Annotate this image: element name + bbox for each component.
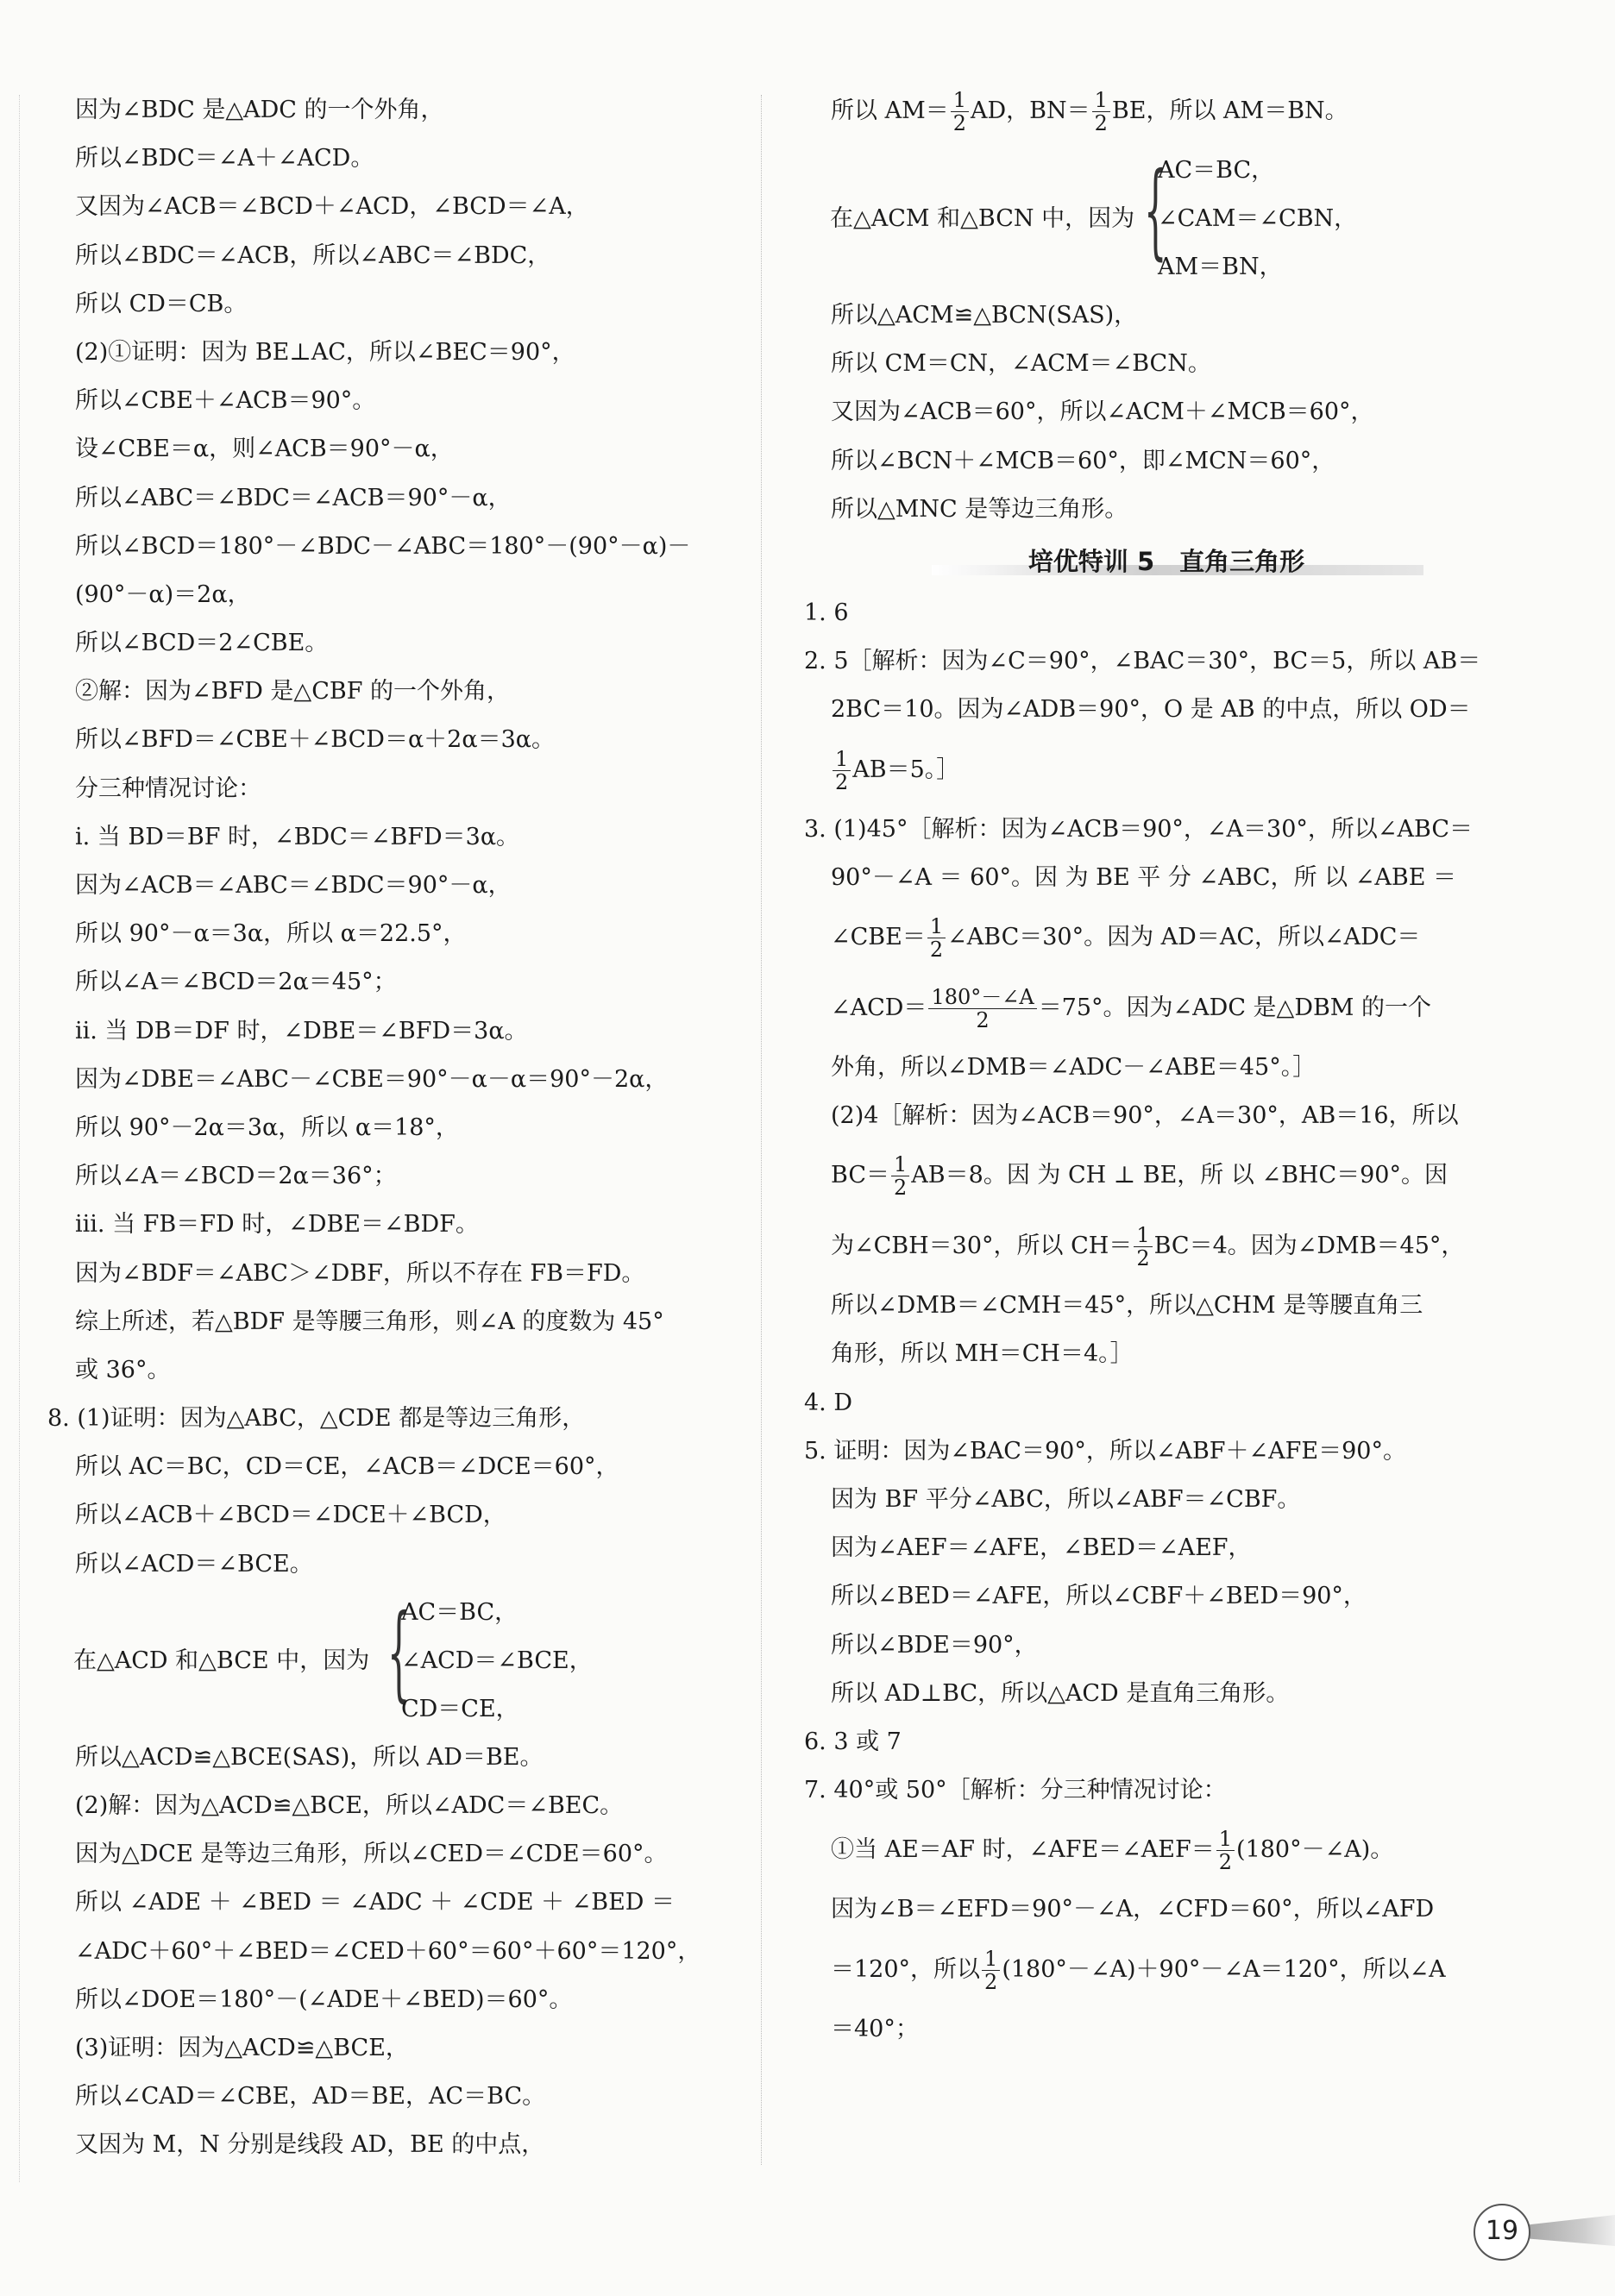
brace-intro: 在△ACM 和△BCN 中，因为 (830, 205, 1135, 232)
text-line (830, 1211, 1503, 1282)
text-line: 所以△MNC 是等边三角形。 (831, 495, 1128, 523)
text-span: AB＝8。因 为 CH ⊥ BE，所 以 ∠BHC＝90°。因 (911, 1162, 1448, 1189)
text-line (830, 735, 1503, 806)
numerator: 1 (927, 915, 946, 938)
text-span: 为∠CBH＝30°，所以 CH＝ (831, 1233, 1133, 1260)
text-line: 所以∠BDC＝∠A＋∠ACD。 (75, 145, 374, 173)
text-line: 所以△ACD≌△BCE(SAS)，所以 AD＝BE。 (75, 1743, 544, 1771)
text-line: (2)①证明：因为 BE⊥AC，所以∠BEC＝90°， (75, 338, 575, 366)
text-span: ＝120°，所以 (831, 1955, 981, 1983)
text-line: (3)证明：因为△ACD≌△BCE， (75, 2034, 409, 2061)
text-line: 所以∠DMB＝∠CMH＝45°，所以△CHM 是等腰直角三 (831, 1292, 1423, 1320)
text-line: 因为∠B＝∠EFD＝90°－∠A，∠CFD＝60°，所以∠AFD (831, 1896, 1435, 1923)
text-span: ①当 AE＝AF 时，∠AFE＝∠AEF＝ (831, 1836, 1215, 1864)
text-line (830, 973, 1503, 1044)
text-line: 所以 ∠ADE ＋ ∠BED ＝ ∠ADC ＋ ∠CDE ＋ ∠BED ＝ (75, 1889, 676, 1916)
text-line: 所以 90°－2α＝3α，所以 α＝18°， (75, 1113, 459, 1141)
brace-line: ∠CAM＝∠CBN， (1158, 205, 1358, 232)
denominator: 2 (976, 1007, 990, 1032)
text-line: 所以∠ACD＝∠BCE。 (75, 1550, 313, 1578)
denominator: 2 (894, 1176, 908, 1201)
text-line: 所以 AD⊥BC，所以△ACD 是直角三角形。 (831, 1679, 1290, 1707)
text-span: ＝75°。因为∠ADC 是△DBM 的一个 (1038, 994, 1432, 1021)
fraction (928, 986, 1036, 1032)
fraction (982, 1948, 1000, 1993)
text-line: 2BC＝10。因为∠ADB＝90°，O 是 AB 的中点，所以 OD＝ (831, 696, 1471, 724)
text-line: 所以∠BDC＝∠ACB，所以∠ABC＝∠BDC， (75, 242, 551, 269)
text-span: (180°－∠A)＋90°－∠A＝120°，所以∠A (1002, 1955, 1446, 1983)
text-line: (2)解：因为△ACD≌△BCE，所以∠ADC＝∠BEC。 (75, 1792, 624, 1819)
denominator: 2 (984, 1969, 998, 1994)
text-line: ∠ADC＋60°＋∠BED＝∠CED＋60°＝60°＋60°＝120°， (75, 1937, 701, 1965)
left-brace-icon: { (1143, 151, 1167, 271)
brace-group (382, 1589, 593, 1722)
numerator: 1 (1092, 89, 1110, 112)
text-line (830, 76, 1503, 147)
brace-line: AM＝BN， (1158, 254, 1283, 280)
brace-line: AC＝BC， (401, 1598, 518, 1626)
text-line: 设∠CBE＝α，则∠ACB＝90°－α， (75, 436, 454, 463)
fraction (833, 748, 851, 794)
page-number: 19 (1474, 2204, 1530, 2261)
brace-intro: 在△ACD 和△BCE 中，因为 (73, 1647, 370, 1674)
text-line: 分三种情况讨论： (75, 775, 261, 802)
text-line (830, 1140, 1503, 1211)
brace-line: CD＝CE， (401, 1695, 519, 1722)
text-span: 所以 AM＝ (831, 97, 949, 124)
fraction (1134, 1224, 1152, 1270)
text-line: 因为∠ACB＝∠ABC＝∠BDC＝90°－α， (75, 872, 512, 899)
brace-system (73, 1589, 738, 1734)
denominator: 2 (1218, 1850, 1233, 1875)
brace-line: AC＝BC， (1158, 157, 1275, 184)
text-line: 所以∠CBE＋∠ACB＝90°。 (75, 387, 376, 415)
answer-3: 3. (1)45°［解析：因为∠ACB＝90°，∠A＝30°，所以∠ABC＝ (804, 815, 1474, 843)
numerator: 1 (833, 748, 851, 771)
numerator: 1 (982, 1948, 1000, 1971)
text-span: AB＝5。］ (852, 756, 960, 783)
text-line: 所以 AC＝BC，CD＝CE，∠ACB＝∠DCE＝60°， (75, 1453, 619, 1481)
denominator: 2 (952, 111, 967, 135)
text-line: 所以 CD＝CB。 (75, 290, 248, 317)
text-line (830, 902, 1503, 973)
text-line: 所以∠BFD＝∠CBE＋∠BCD＝α＋2α＝3α。 (75, 726, 556, 754)
numerator: 1 (1134, 1224, 1152, 1247)
text-span: (180°－∠A)。 (1236, 1836, 1394, 1864)
text-line: ②解：因为∠BFD 是△CBF 的一个外角， (75, 678, 511, 706)
text-span: AD，BN＝ (971, 97, 1090, 124)
answer-1: 1. 6 (804, 599, 849, 626)
brace-group (1139, 147, 1358, 280)
text-line: 又因为∠ACB＝60°，所以∠ACM＋∠MCB＝60°， (831, 398, 1374, 426)
text-line: 所以 CM＝CN，∠ACM＝∠BCN。 (831, 350, 1211, 378)
text-line: 因为∠AEF＝∠AFE，∠BED＝∠AEF， (831, 1534, 1252, 1562)
text-line: 又因为 M，N 分别是线段 AD，BE 的中点， (75, 2131, 545, 2159)
brace-system (830, 147, 1503, 292)
text-line: 因为∠BDF＝∠ABC＞∠DBF，所以不存在 FB＝FD。 (75, 1259, 645, 1287)
text-span: BE，所以 AM＝BN。 (1111, 97, 1348, 124)
column-divider (761, 95, 762, 2165)
text-line (830, 1935, 1503, 2005)
answer-4: 4. D (804, 1389, 852, 1416)
answer-2: 2. 5［解析：因为∠C＝90°，∠BAC＝30°，BC＝5，所以 AB＝ (804, 648, 1481, 675)
text-line: 所以∠A＝∠BCD＝2α＝45°； (75, 969, 397, 996)
text-line: 又因为∠ACB＝∠BCD＋∠ACD，∠BCD＝∠A， (75, 193, 589, 221)
brace-line: ∠ACD＝∠BCE， (401, 1647, 593, 1674)
text-line: 所以∠A＝∠BCD＝2α＝36°； (75, 1163, 397, 1190)
problem-8-line: 8. (1)证明：因为△ABC，△CDE 都是等边三角形， (47, 1405, 586, 1433)
left-brace-icon: { (386, 1592, 411, 1713)
text-line: 所以∠BCD＝2∠CBE。 (75, 630, 329, 657)
text-span: ∠ACD＝ (831, 994, 927, 1021)
numerator: 180°－∠A (928, 986, 1036, 1009)
denominator: 2 (929, 937, 944, 962)
text-line: 外角，所以∠DMB＝∠ADC－∠ABE＝45°。］ (831, 1053, 1317, 1081)
text-line: ⅲ. 当 FB＝FD 时，∠DBE＝∠BDF。 (75, 1211, 479, 1239)
section-heading (830, 534, 1503, 589)
numerator: 1 (891, 1153, 909, 1176)
denominator: 2 (1094, 111, 1108, 135)
text-line: ⅰ. 当 BD＝BF 时，∠BDC＝∠BFD＝3α。 (75, 823, 520, 850)
text-line (830, 1815, 1503, 1885)
fraction (891, 1153, 909, 1199)
text-line: 所以∠BED＝∠AFE，所以∠CBF＋∠BED＝90°， (831, 1583, 1367, 1610)
text-line: 角形，所以 MH＝CH＝4。］ (831, 1340, 1134, 1368)
numerator: 1 (951, 89, 969, 112)
text-line: 所以∠CAD＝∠CBE，AD＝BE，AC＝BC。 (75, 2083, 546, 2111)
text-line: 所以∠DOE＝180°－(∠ADE＋∠BED)＝60°。 (75, 1985, 573, 2013)
text-line: 所以∠BCN＋∠MCB＝60°，即∠MCN＝60°， (831, 447, 1335, 474)
text-line: 所以∠ABC＝∠BDC＝∠ACB＝90°－α， (75, 484, 512, 511)
denominator: 2 (1136, 1246, 1150, 1271)
left-column (47, 86, 738, 2170)
text-line: 因为∠BDC 是△ADC 的一个外角， (75, 97, 444, 123)
numerator: 1 (1216, 1828, 1235, 1851)
text-line: (90°－α)＝2α， (75, 580, 251, 608)
fraction (951, 89, 969, 135)
fraction (1216, 1828, 1235, 1873)
text-span: ∠CBE＝ (831, 923, 926, 950)
text-line: 90°－∠A ＝ 60°。因 为 BE 平 分 ∠ABC，所 以 ∠ABE ＝ (831, 863, 1457, 891)
text-line: 因为△DCE 是等边三角形，所以∠CED＝∠CDE＝60°。 (75, 1841, 668, 1868)
answer-6: 6. 3 或 7 (804, 1728, 902, 1755)
right-column (804, 76, 1503, 2054)
text-span: ∠ABC＝30°。因为 AD＝AC，所以∠ADC＝ (947, 923, 1421, 950)
text-line: 所以 90°－α＝3α，所以 α＝22.5°， (75, 920, 467, 948)
fraction (1092, 89, 1110, 135)
text-span: BC＝4。因为∠DMB＝45°， (1153, 1233, 1465, 1260)
text-line: 综上所述，若△BDF 是等腰三角形，则∠A 的度数为 45° (75, 1308, 664, 1335)
text-line: ＝40°； (831, 2015, 919, 2042)
left-margin-rule (19, 95, 20, 2182)
text-line: 所以∠BCD＝180°－∠BDC－∠ABC＝180°－(90°－α)－ (75, 532, 691, 560)
text-line: 或 36°。 (75, 1356, 171, 1383)
fraction (927, 915, 946, 961)
section-title: 培优特训 5 直角三角形 (1027, 546, 1305, 576)
text-line: 所以∠BDE＝90°， (831, 1631, 1038, 1659)
text-line: 因为 BF 平分∠ABC，所以∠ABF＝∠CBF。 (831, 1486, 1301, 1513)
text-line: 所以△ACM≌△BCN(SAS)， (831, 302, 1138, 329)
denominator: 2 (835, 769, 849, 794)
text-line: ⅱ. 当 DB＝DF 时，∠DBE＝∠BFD＝3α。 (75, 1017, 528, 1044)
answer-7: 7. 40°或 50°［解析：分三种情况讨论： (804, 1777, 1227, 1804)
text-line: (2)4［解析：因为∠ACB＝90°，∠A＝30°，AB＝16，所以 (831, 1102, 1459, 1130)
answer-5: 5. 证明：因为∠BAC＝90°，所以∠ABF＋∠AFE＝90°。 (804, 1437, 1406, 1465)
text-span: BC＝ (831, 1162, 890, 1189)
text-line: 所以∠ACB＋∠BCD＝∠DCE＋∠BCD， (75, 1502, 506, 1529)
text-line: 因为∠DBE＝∠ABC－∠CBE＝90°－α－α＝90°－2α， (75, 1065, 669, 1093)
